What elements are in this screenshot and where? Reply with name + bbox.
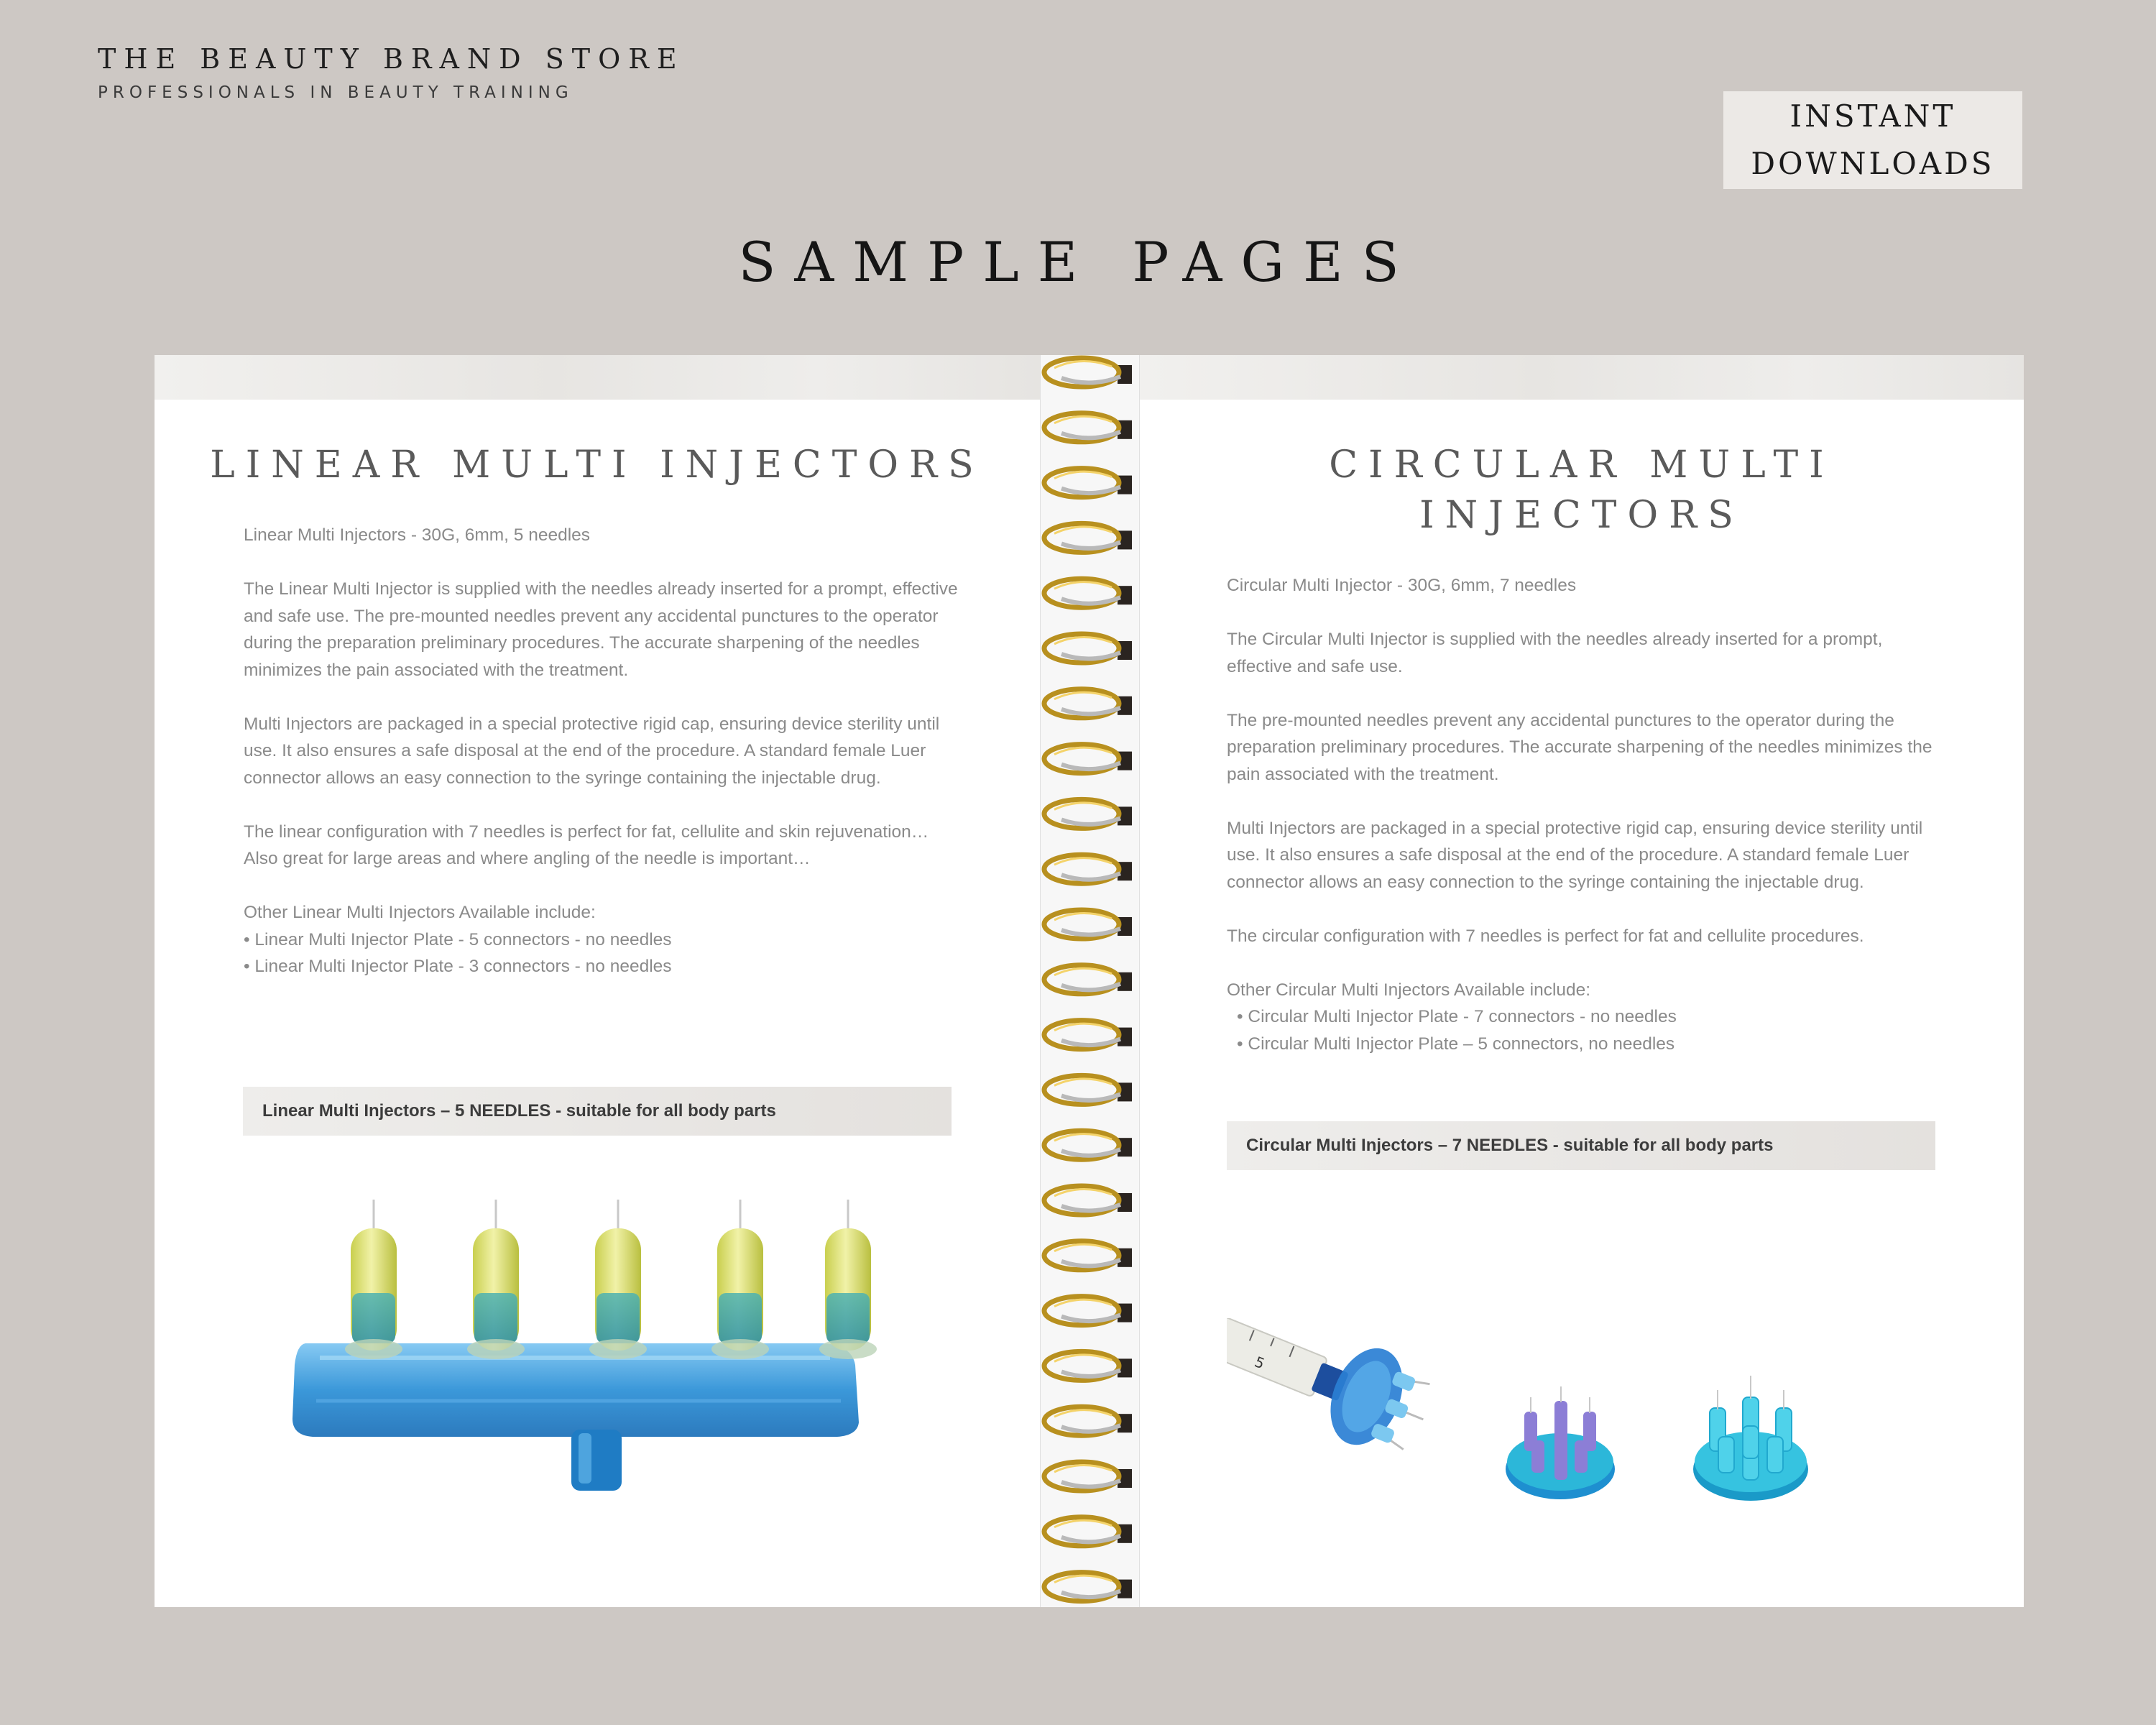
right-title-line1: CIRCULAR MULTI <box>1329 443 1835 487</box>
section-title: SAMPLE PAGES <box>738 230 1418 294</box>
brand-tagline: PROFESSIONALS IN BEAUTY TRAINING <box>98 83 573 102</box>
binding-ring <box>1044 413 1132 442</box>
right-paragraph-4: The circular configuration with 7 needles is perfect for fat and cellulite procedures. <box>1227 926 1864 946</box>
right-paragraph-1: The Circular Multi Injector is supplied with the needles already inserted for a prompt, effective and safe use. <box>1227 630 1883 676</box>
right-title-line2: INJECTORS <box>1419 494 1744 537</box>
binding-rings <box>1040 355 1140 1607</box>
right-other-list <box>1227 1003 1945 1057</box>
linear-injector-image <box>277 1185 909 1501</box>
brand-name: THE BEAUTY BRAND STORE <box>98 43 685 75</box>
right-other-item: • Circular Multi Injector Plate – 5 connectors, no needles <box>1237 1031 1945 1058</box>
binding-ring <box>1044 689 1132 718</box>
left-paragraph-2: Multi Injectors are packaged in a special protective rigid cap, ensuring device sterility until use. It also ensures a safe disposal at the end of the procedure. A standard female Luer connector allows an easy connection to the syringe containing the injectable drug. <box>244 714 940 788</box>
page-top-band <box>155 355 1040 400</box>
download-button-line1: INSTANT <box>1789 98 1956 134</box>
left-page-title: LINEAR MULTI INJECTORS <box>210 443 985 487</box>
right-other-item: • Circular Multi Injector Plate - 7 connectors - no needles <box>1237 1003 1945 1031</box>
binding-ring <box>1044 579 1132 607</box>
left-other-item: • Linear Multi Injector Plate - 5 connectors - no needles <box>244 926 962 954</box>
binding-ring <box>1044 855 1132 883</box>
syringe-illustration <box>1227 1318 1450 1484</box>
linear-injector-illustration <box>277 1185 909 1501</box>
left-product-banner: Linear Multi Injectors – 5 NEEDLES - suitable for all body parts <box>243 1087 952 1136</box>
binding-ring <box>1044 1021 1132 1049</box>
right-page-body <box>1227 572 1945 1057</box>
right-other-heading: Other Circular Multi Injectors Available include: <box>1227 980 1591 1000</box>
left-other-heading: Other Linear Multi Injectors Available include: <box>244 903 596 922</box>
left-other-list <box>244 926 962 980</box>
left-page <box>155 355 1040 1607</box>
binding-ring <box>1044 1297 1132 1325</box>
right-page-subtitle: Circular Multi Injector - 30G, 6mm, 7 needles <box>1227 576 1577 595</box>
right-product-banner: Circular Multi Injectors – 7 NEEDLES - suitable for all body parts <box>1227 1121 1935 1170</box>
syringe-injector-image <box>1227 1318 1450 1484</box>
binding-ring <box>1044 1407 1132 1435</box>
circular-injector-purple-illustration <box>1503 1361 1618 1505</box>
right-page <box>1140 355 2024 1607</box>
binding-ring <box>1044 1517 1132 1546</box>
binding-ring <box>1044 910 1132 939</box>
left-page-body <box>244 522 962 980</box>
binding-ring <box>1044 523 1132 552</box>
instant-downloads-button[interactable] <box>1723 91 2022 189</box>
brand-block <box>98 43 685 102</box>
left-page-subtitle: Linear Multi Injectors - 30G, 6mm, 5 needles <box>244 525 591 545</box>
circular-injector-purple-image <box>1503 1361 1618 1505</box>
circular-injector-cyan-image <box>1690 1354 1812 1505</box>
binding-ring <box>1044 634 1132 663</box>
left-other-item: • Linear Multi Injector Plate - 3 connectors - no needles <box>244 953 962 980</box>
binding-ring <box>1044 1573 1132 1601</box>
right-page-title <box>1140 440 2024 540</box>
binding-ring <box>1044 965 1132 994</box>
left-paragraph-3: The linear configuration with 7 needles is perfect for fat, cellulite and skin rejuvenation… Also great for large areas and where angling of the needle is important… <box>244 822 929 868</box>
binding-ring <box>1044 358 1132 387</box>
binding-ring <box>1044 1241 1132 1270</box>
circular-injector-cyan-illustration <box>1690 1354 1812 1505</box>
binding-ring <box>1044 1131 1132 1159</box>
binding-ring <box>1044 1075 1132 1104</box>
binding-ring <box>1044 1351 1132 1380</box>
right-paragraph-3: Multi Injectors are packaged in a special protective rigid cap, ensuring device sterility until use. It also ensures a safe disposal at the end of the procedure. A standard female Luer connector allows an easy connection to the syringe containing the injectable drug. <box>1227 818 1923 892</box>
binding-ring <box>1044 469 1132 497</box>
page-top-band <box>1140 355 2024 400</box>
syringe-mark: 5 <box>1252 1353 1268 1373</box>
binding-ring <box>1044 745 1132 773</box>
binding-ring <box>1044 799 1132 828</box>
right-paragraph-2: The pre-mounted needles prevent any accidental punctures to the operator during the preparation preliminary procedures. The accurate sharpening of the needles minimizes the pain associated with the treatment. <box>1227 710 1932 784</box>
binding-ring <box>1044 1462 1132 1491</box>
download-button-line2: DOWNLOADS <box>1751 146 1995 181</box>
binding-ring <box>1044 1186 1132 1215</box>
left-paragraph-1: The Linear Multi Injector is supplied with the needles already inserted for a prompt, effective and safe use. The pre-mounted needles prevent any accidental punctures to the operator during the preparation preliminary procedures. The accurate sharpening of the needles minimizes the pain associated with the treatment. <box>244 579 958 680</box>
spiral-binding <box>1040 355 1140 1607</box>
